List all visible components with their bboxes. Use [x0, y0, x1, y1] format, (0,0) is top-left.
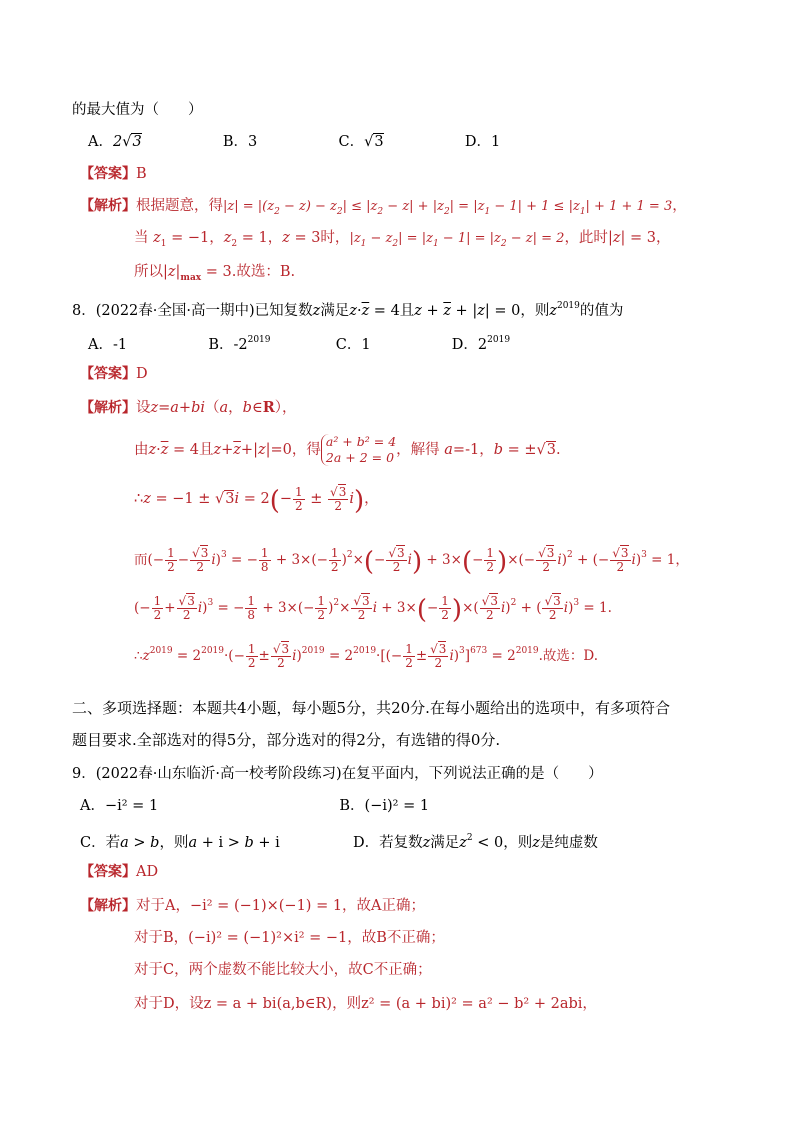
q7-options — [88, 132, 500, 152]
q7-analysis-line-3: 所以$|z|_{max} = 3$.故选：B. — [134, 264, 296, 283]
q7-option-a[interactable]: A．2√3 — [88, 134, 142, 150]
q7-answer-value: B — [136, 166, 147, 182]
answer-tag: 【答案】 — [80, 166, 136, 182]
q7-option-d[interactable]: D．1 — [464, 134, 501, 150]
q8-option-a[interactable]: A．-1 — [88, 337, 128, 353]
section-2-heading-line-1: 二、多项选择题：本题共4小题，每小题5分，共20分.在每小题给出的选项中，有多项符合 — [72, 699, 670, 717]
q9-analysis-line-1: 【解析】对于A，−i² = (−1)×(−1) = 1，故A正确； — [80, 898, 426, 914]
q9-analysis-line-3: 对于C，两个虚数不能比较大小，故C不正确； — [134, 962, 432, 978]
q8-options — [88, 330, 510, 355]
q7-stem-tail: 的最大值为（ ） — [72, 102, 203, 118]
q8-answer: 【答案】D — [80, 366, 148, 382]
q8-option-c[interactable]: C．1 — [335, 337, 371, 353]
q9-option-a[interactable]: A．−i² = 1 — [80, 798, 159, 814]
q8-option-d[interactable]: D．$2^{2019}$ — [451, 335, 511, 353]
q7-analysis-line-2: 当 $z_1 = -1$，$z_2 = 1$，z = 3时，$|z_1 - z_2| = |z_1 - 1| = |z_2 - z| = 2$，此时|z| = 3， — [134, 230, 671, 249]
q9-options-row-2 — [80, 828, 598, 853]
q7-analysis-line-1: 【解析】根据题意，得$|z| = |(z_2 - z) - z_2| \le |z_2 - z| + |z_2| = |z_1 - 1| + 1 \le |z_1| + 1 + 1 = 3$， — [80, 198, 687, 217]
q8-analysis-line-5: (− $\frac{1}{2}$ + $\frac{√3}{2}$ i)$^3$ = − $\frac{1}{8}$ + 3×(− $\frac{1}{2}$ )$^2$× $\frac{√3}{2}$ i + 3×(− $\frac{1}{2}$ )×( $\frac{√3}{2}$ i)$^2$ + ( $\frac{√3}{2}$ i)$^3$ = 1. — [134, 594, 612, 625]
q9-option-d[interactable]: D．若复数z满足$z^2 < 0$，则z是纯虚数 — [353, 833, 598, 851]
q9-analysis-line-2: 对于B，(−i)² = (−1)²×i² = −1，故B不正确； — [134, 930, 445, 946]
q7-answer — [80, 164, 147, 184]
q9-analysis-line-4: 对于D，设z = a + bi(a,b∈R)，则z² = (a + bi)² = a² − b² + 2abi， — [134, 996, 597, 1012]
q9-answer: 【答案】AD — [80, 864, 159, 880]
q8-analysis-line-1: 【解析】设z=a+bi（a，b∈R）， — [80, 399, 297, 416]
section-2-heading-line-2: 题目要求.全部选对的得5分，部分选对的得2分，有选错的得0分. — [72, 731, 501, 749]
q9-option-b[interactable]: B．(−i)² = 1 — [339, 798, 430, 814]
q8-analysis-line-3: ∴z = −1 ± √3i = 2(− $\frac{1}{2}$ ± $\frac{√3}{2}$ i)， — [134, 484, 379, 516]
q8-analysis-line-4: 而(− $\frac{1}{2}$ − $\frac{√3}{2}$ i)$^3$ = − $\frac{1}{8}$ + 3×(− $\frac{1}{2}$ )$^2$×(− $\frac{√3}{2}$ i) + 3×(− $\frac{1}{2}$ )×(− $\frac{√3}{2}$ i)$^2$ + (− $\frac{√3}{2}$ i)$^3$ = 1， — [134, 546, 689, 577]
q9-stem: 9．(2022春·山东临沂·高一校考阶段练习)在复平面内，下列说法正确的是（ ） — [72, 766, 603, 782]
q8-stem: 8．(2022春·全国·高一期中)已知复数z满足$z\cdot\overline{z} = 4$且$z + \overline{z} + |z| = 0$，则$z^{2019}$的值为 — [72, 301, 624, 319]
q7-option-c[interactable]: C．√3 — [338, 134, 384, 150]
q8-option-b[interactable]: B．$-2^{2019}$ — [208, 335, 271, 353]
q8-analysis-line-2: 由$z\cdot\overline{z} = 4$且$z+\overline{z}+|z|=0$，得 a² + b² = 4 2a + 2 = 0 ，解得 a=-1，b = ±√3. — [134, 434, 561, 465]
q9-options-row-1 — [80, 796, 429, 816]
q9-option-c[interactable]: C．若a > b，则a + i > b + i — [80, 835, 280, 851]
q7-option-b[interactable]: B．3 — [222, 134, 258, 150]
q8-analysis-line-6: $\therefore z^{2019} = 2^{2019}\cdot(-$ $\frac{1}{2}$ ± $\frac{√3}{2}$ $i)^{2019} = 2^{2019}\cdot[(-$ $\frac{1}{2}$ ± $\frac{√3}{2}$ $i)^3]^{673} = 2^{2019}$.故选：D. — [134, 642, 599, 670]
